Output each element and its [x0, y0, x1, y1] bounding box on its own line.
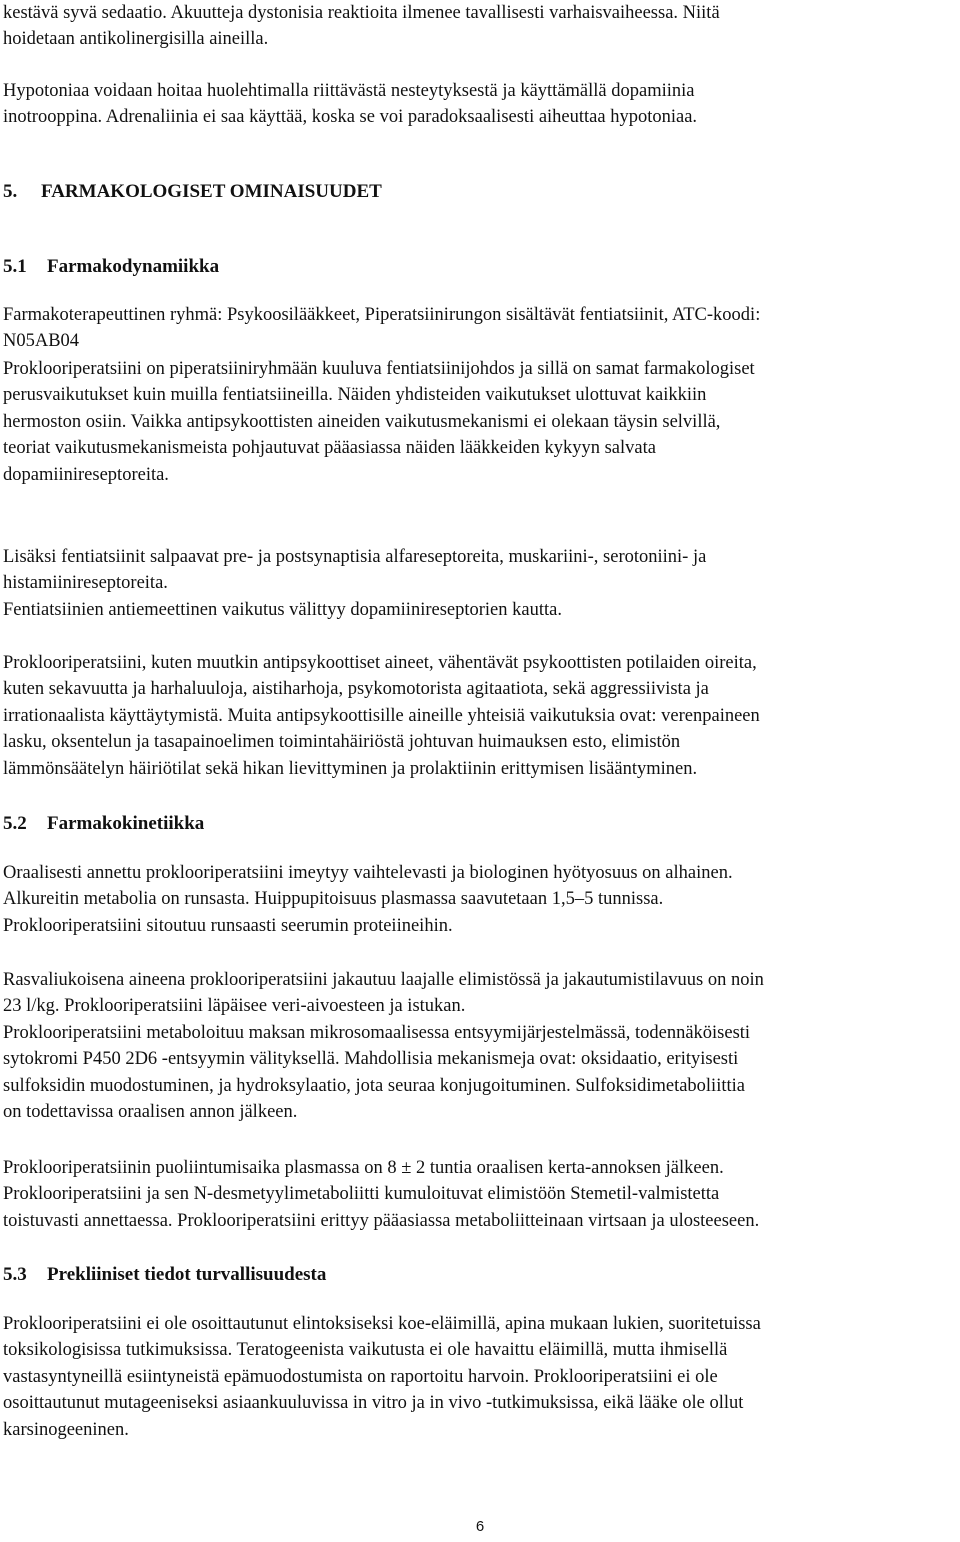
text-line: lämmönsäätelyn häiriötilat sekä hikan lievittyminen ja prolaktiinin erittymisen lisääntyminen. — [3, 758, 698, 779]
section-heading-5-1 — [3, 256, 219, 278]
text-line: Proklooriperatsiini ei ole osoittautunut elintoksiseksi koe-eläimillä, apina mukaan lukien, suoritetuissa — [3, 1314, 761, 1334]
section-heading-5-3 — [3, 1264, 326, 1286]
text-line: hoidetaan antikolinergisilla aineilla. — [3, 29, 269, 50]
text-line: N05AB04 — [3, 331, 80, 352]
text-line: Lisäksi fentiatsiinit salpaavat pre- ja postsynaptisia alfareseptoreita, muskariini-, serotoniini- ja — [3, 547, 707, 567]
text-line: Hypotoniaa voidaan hoitaa huolehtimalla riittävästä nesteytyksestä ja käyttämällä dopamiinia — [3, 81, 695, 101]
paragraph-5-3-a — [3, 1311, 958, 1443]
text-line: toksikologisissa tutkimuksissa. Teratogeenista vaikutusta ei ole havaittu eläimillä, mutta ihmisellä — [3, 1340, 728, 1361]
section-number: 5.1 — [3, 256, 27, 277]
text-line: Proklooriperatsiini ja sen N-desmetyylimetaboliitti kumuloituvat elimistöön Stemetil-valmistetta — [3, 1184, 720, 1205]
text-line: Proklooriperatsiinin puoliintumisaika plasmassa on 8 ± 2 tuntia oraalisen kerta-annoksen jälkeen. — [3, 1158, 724, 1178]
text-line: perusvaikutukset kuin muilla fentiatsiineilla. Näiden yhdisteiden vaikutukset ulottuvat kaikkiin — [3, 385, 707, 406]
paragraph-5-1-d — [3, 650, 958, 782]
text-line: Farmakoterapeuttinen ryhmä: Psykoosilääkkeet, Piperatsiinirungon sisältävät fentiatsiinit, ATC-koodi: — [3, 305, 761, 325]
section-title: Farmakokinetiikka — [47, 813, 205, 834]
section-title: FARMAKOLOGISET OMINAISUUDET — [41, 181, 382, 202]
text-line: kestävä syvä sedaatio. Akuutteja dystonisia reaktioita ilmenee tavallisesti varhaisvaiheessa. Niitä — [3, 3, 720, 23]
section-number: 5.2 — [3, 813, 27, 834]
text-line: hermoston osiin. Vaikka antipsykoottisten aineiden vaikutusmekanismi ei olekaan täysin selvillä, — [3, 411, 721, 432]
text-line: lasku, oksentelun ja tasapainoelimen toimintahäiriöstä johtuvan huimauksen esto, elimistön — [3, 732, 681, 753]
text-line: irrationaalista käyttäytymistä. Muita antipsykoottisille aineille yhteisiä vaikutuksia ovat: verenpaineen — [3, 705, 760, 726]
text-line: karsinogeeninen. — [3, 1419, 129, 1440]
section-heading-5 — [3, 181, 382, 203]
text-line: Proklooriperatsiini, kuten muutkin antipsykoottiset aineet, vähentävät psykoottisten potilaiden oireita, — [3, 653, 757, 673]
paragraph-5-1-b — [3, 356, 958, 488]
text-line: Oraalisesti annettu proklooriperatsiini imeytyy vaihtelevasti ja biologinen hyötyosuus on alhainen. — [3, 863, 733, 883]
paragraph-5-1-a — [3, 302, 958, 355]
section-number: 5.3 — [3, 1264, 27, 1285]
text-line: toistuvasti annettaessa. Proklooriperatsiini erittyy pääasiassa metaboliitteinaan virtsaan ja ulosteeseen. — [3, 1210, 760, 1231]
paragraph-5-2-b — [3, 967, 958, 1125]
text-line: Proklooriperatsiini metaboloituu maksan mikrosomaalisessa entsyymijärjestelmässä, todennäköisesti — [3, 1022, 751, 1043]
paragraph-5-2-c — [3, 1155, 958, 1234]
section-title: Farmakodynamiikka — [47, 256, 220, 277]
text-line: 23 l/kg. Proklooriperatsiini läpäisee veri-aivoesteen ja istukan. — [3, 996, 466, 1017]
text-line: histamiinireseptoreita. — [3, 573, 168, 594]
section-heading-5-2 — [3, 813, 204, 835]
section-title: Prekliiniset tiedot turvallisuudesta — [47, 1264, 327, 1285]
text-line: sytokromi P450 2D6 -entsyymin välityksellä. Mahdollisia mekanismeja ovat: oksidaatio, erityisesti — [3, 1049, 739, 1070]
paragraph-hypotonia — [3, 78, 958, 131]
section-number: 5. — [3, 181, 18, 202]
paragraph-intro — [3, 0, 958, 53]
text-line: dopamiinireseptoreita. — [3, 464, 169, 485]
text-line: kuten sekavuutta ja harhaluuloja, aistiharhoja, psykomotorista agitaatiota, sekä aggressiivista ja — [3, 679, 709, 700]
text-line: vastasyntyneillä esiintyneistä epämuodostumista on raportoitu harvoin. Proklooriperatsiini ei ole — [3, 1366, 718, 1387]
text-line: Proklooriperatsiini on piperatsiiniryhmään kuuluva fentiatsiinijohdos ja sillä on samat farmakologiset — [3, 359, 755, 379]
text-line: osoittautunut mutageeniseksi asiaankuuluvissa in vitro ja in vivo -tutkimuksissa, eikä lääke ole ollut — [3, 1393, 744, 1414]
text-line: Rasvaliukoisena aineena proklooriperatsiini jakautuu laajalle elimistössä ja jakautumistilavuus on noin — [3, 970, 764, 990]
text-line: Fentiatsiinien antiemeettinen vaikutus välittyy dopamiinireseptorien kautta. — [3, 599, 562, 620]
text-line: teoriat vaikutusmekanismeista pohjautuvat pääasiassa näiden lääkkeiden kykyyn salvata — [3, 438, 656, 459]
paragraph-5-1-c — [3, 544, 958, 623]
page-number: 6 — [475, 1518, 485, 1535]
paragraph-5-2-a — [3, 860, 958, 939]
text-line: inotrooppina. Adrenaliinia ei saa käyttää, koska se voi paradoksaalisesti aiheuttaa hypotoniaa. — [3, 107, 698, 128]
text-line: Proklooriperatsiini sitoutuu runsaasti seerumin proteiineihin. — [3, 915, 453, 936]
text-line: on todettavissa oraalisen annon jälkeen. — [3, 1102, 298, 1123]
text-line: sulfoksidin muodostuminen, ja hydroksylaatio, jota seuraa konjugoituminen. Sulfoksidimetaboliittia — [3, 1075, 745, 1096]
text-line: Alkureitin metabolia on runsasta. Huippupitoisuus plasmassa saavutetaan 1,5–5 tunnissa. — [3, 889, 664, 910]
